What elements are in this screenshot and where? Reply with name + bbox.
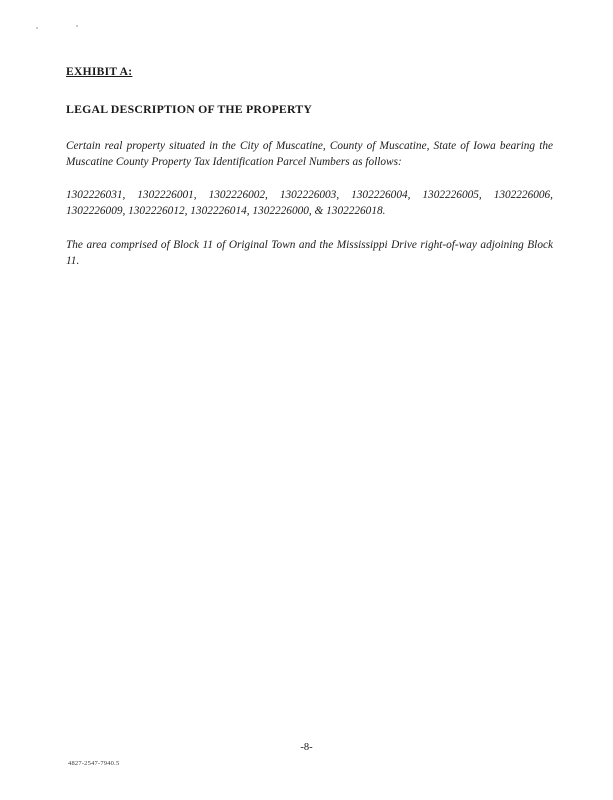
document-body: [66, 66, 553, 287]
legal-description-heading: LEGAL DESCRIPTION OF THE PROPERTY: [66, 102, 313, 116]
paragraph-parcel-numbers: 1302226031, 1302226001, 1302226002, 1302226003, 1302226004, 1302226005, 1302226006, 1302226009, 1302226012, 1302226014, 1302226000, & 1302226018.: [66, 189, 553, 217]
scan-speck-icon: [36, 27, 38, 29]
exhibit-heading: EXHIBIT A:: [66, 66, 133, 78]
paragraph-property-description: Certain real property situated in the City of Muscatine, County of Muscatine, State of Iowa bearing the Muscatine County Property Tax Identification Parcel Numbers as follows:: [66, 140, 553, 168]
paragraph-block-area: The area comprised of Block 11 of Original Town and the Mississippi Drive right-of-way adjoining Block 11.: [66, 239, 553, 267]
scan-speck-icon: [76, 25, 78, 27]
document-reference-code: 4827-2547-7940.5: [68, 760, 120, 767]
page-number: -8-: [300, 742, 313, 753]
